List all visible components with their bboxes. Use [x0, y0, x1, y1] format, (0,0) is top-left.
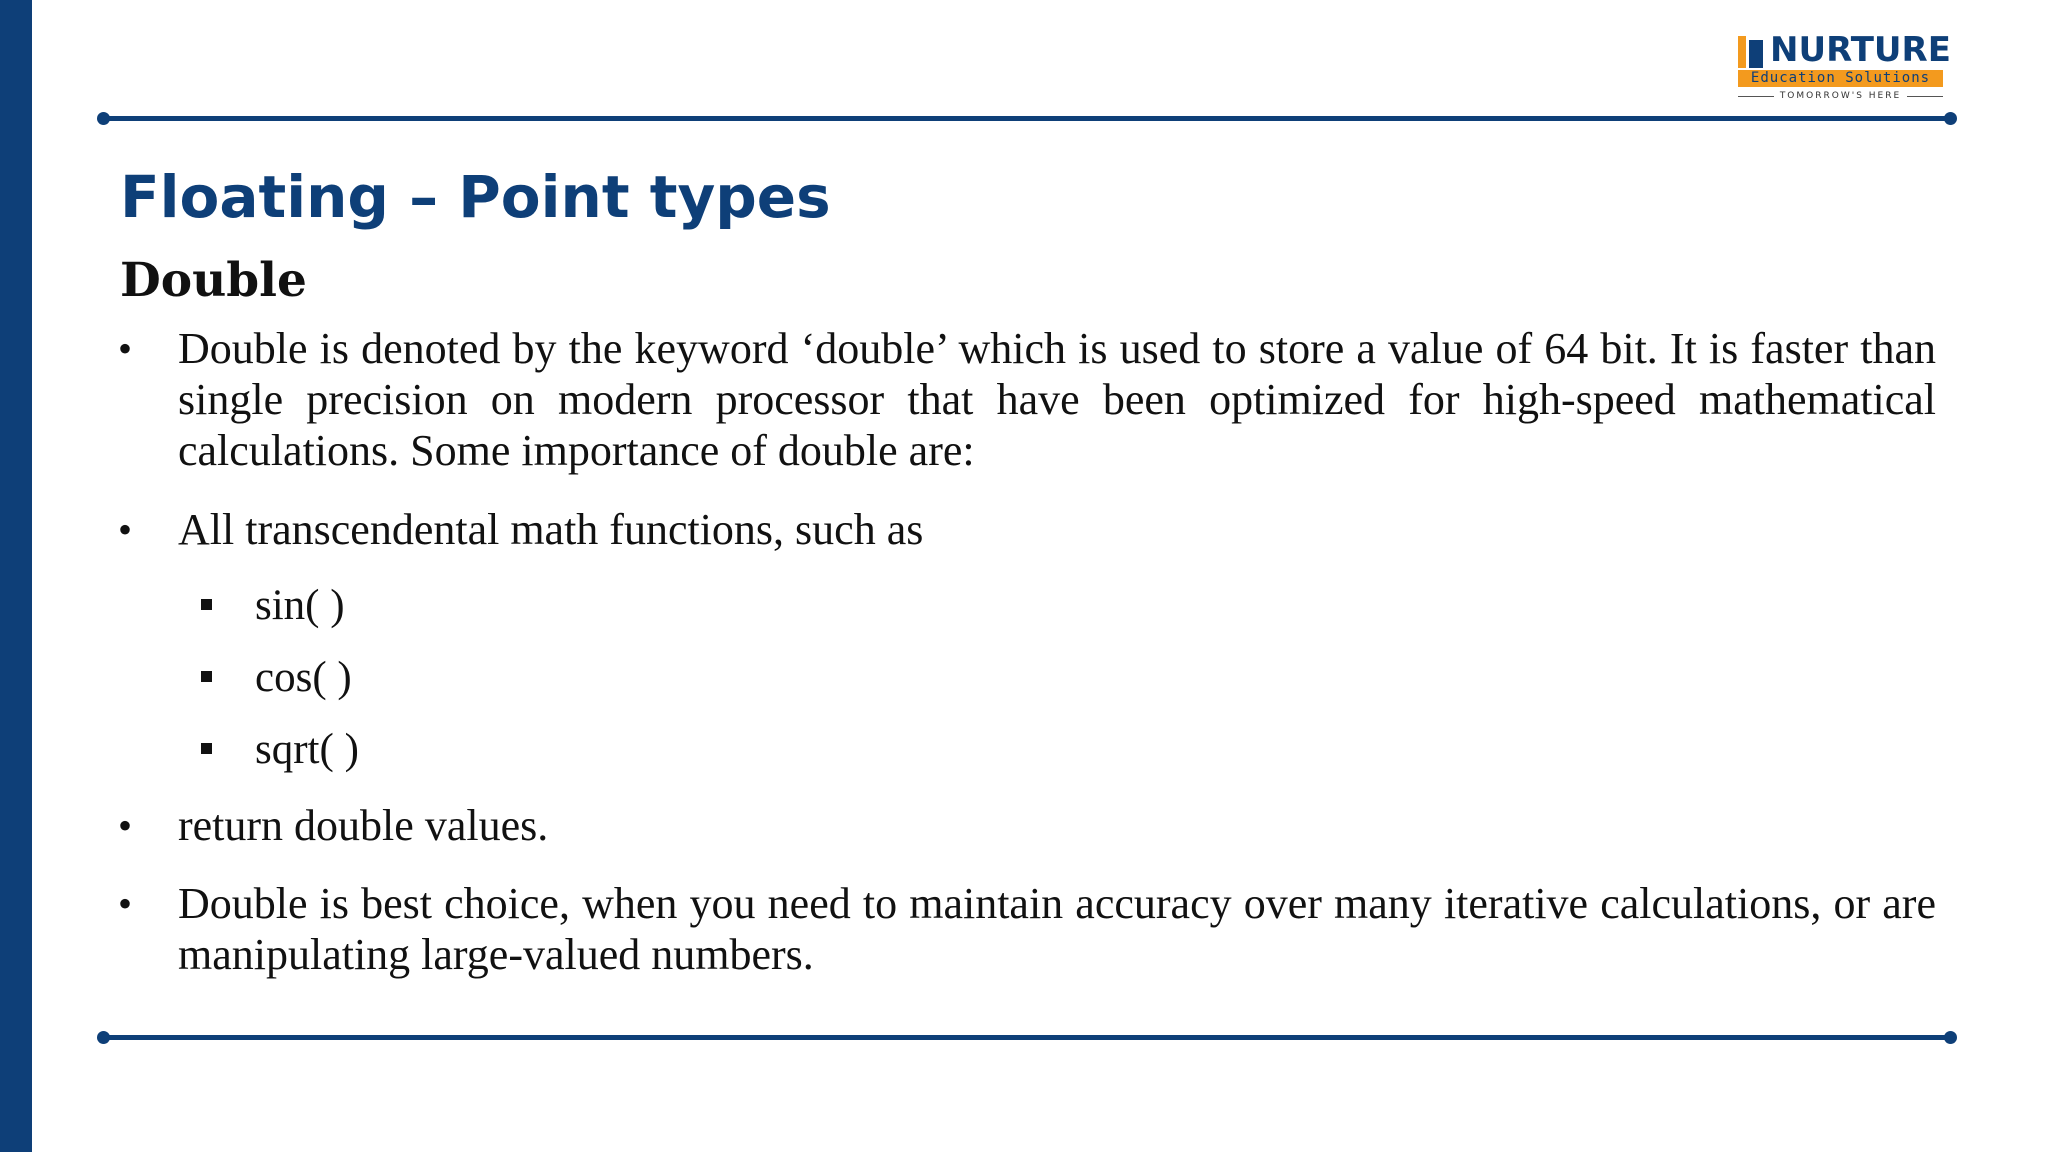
- bullet-item: [118, 323, 1936, 476]
- bullet-text: Double is best choice, when you need to maintain accuracy over many iterative calculations, or are manipulating large-valued numbers.: [178, 879, 1936, 979]
- bullet-text: All transcendental math functions, such as: [178, 505, 924, 554]
- square-bullet-icon: [201, 743, 212, 754]
- bullet-item: [118, 504, 1936, 555]
- bullet-text: Double is denoted by the keyword ‘double’ which is used to store a value of 64 bit. It is faster than single precision on modern processor that have been optimized for high-speed mathematical calculations. Some importance of double are:: [178, 324, 1936, 475]
- sub-bullet-item: [255, 652, 352, 703]
- function-name: sqrt( ): [255, 726, 359, 773]
- bullet-item: [118, 800, 1936, 851]
- logo-tagline: Education Solutions: [1738, 70, 1943, 87]
- bullet-text: return double values.: [178, 801, 549, 850]
- bottom-divider: [103, 1035, 1951, 1040]
- logo-motto-text: TOMORROW'S HERE: [1779, 91, 1902, 101]
- logo-name: NURTURE: [1770, 30, 1951, 70]
- slide-subtitle: Double: [120, 253, 307, 308]
- function-name: sin( ): [255, 582, 345, 629]
- sub-bullet-item: [255, 580, 345, 631]
- bullet-icon: •: [118, 881, 133, 926]
- bullet-icon: •: [118, 507, 133, 552]
- square-bullet-icon: [201, 599, 212, 610]
- bullet-icon: •: [118, 803, 133, 848]
- sub-bullet-item: [255, 724, 359, 775]
- function-name: cos( ): [255, 654, 352, 701]
- bullet-icon: •: [118, 326, 133, 371]
- slide-title: Floating – Point types: [120, 163, 831, 231]
- bullet-item: [118, 878, 1936, 980]
- square-bullet-icon: [201, 671, 212, 682]
